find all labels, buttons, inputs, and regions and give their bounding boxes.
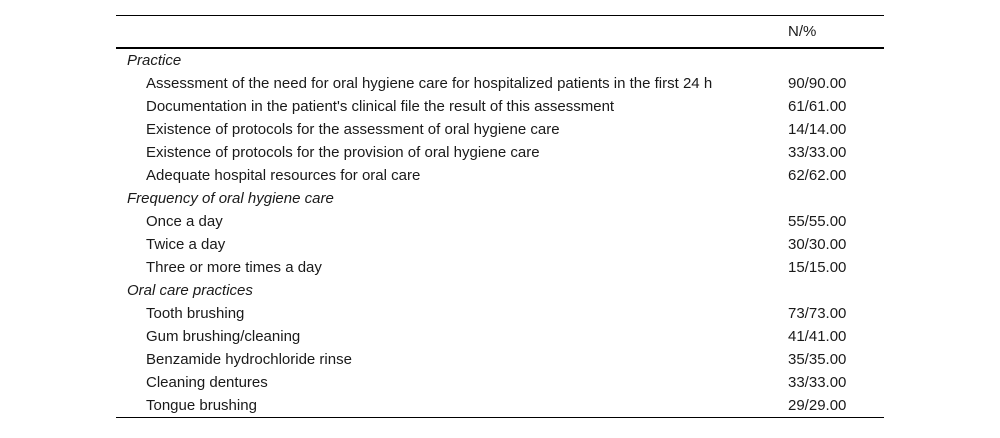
table-row <box>116 325 884 348</box>
table-row <box>116 210 884 233</box>
table-row <box>116 302 884 325</box>
row-value: 29/29.00 <box>777 394 884 418</box>
table-row <box>116 371 884 394</box>
section-title: Practice <box>127 52 182 69</box>
table-row <box>116 72 884 95</box>
row-label: Existence of protocols for the assessment of oral hygiene care <box>146 121 560 138</box>
header-value-cell: N/% <box>777 16 884 49</box>
results-table-container <box>116 15 884 418</box>
table-body <box>116 48 884 418</box>
row-label: Assessment of the need for oral hygiene care for hospitalized patients in the first 24 h <box>146 75 713 92</box>
row-label: Adequate hospital resources for oral care <box>146 167 421 184</box>
row-value: 90/90.00 <box>788 75 847 92</box>
row-label: Once a day <box>146 213 223 230</box>
row-value: 35/35.00 <box>788 351 847 368</box>
results-table <box>116 15 884 418</box>
section-title: Frequency of oral hygiene care <box>127 190 334 207</box>
table-header <box>116 16 884 49</box>
section-value-empty <box>777 187 884 210</box>
row-value: 14/14.00 <box>788 121 847 138</box>
section-title: Oral care practices <box>127 282 253 299</box>
row-label: Existence of protocols for the provision of oral hygiene care <box>146 144 540 161</box>
table-row <box>116 233 884 256</box>
table-row <box>116 95 884 118</box>
row-label: Documentation in the patient's clinical file the result of this assessment <box>146 98 615 115</box>
row-value: 30/30.00 <box>788 236 847 253</box>
row-label: Cleaning dentures <box>146 374 268 391</box>
section-row-practice <box>116 48 884 72</box>
table-row <box>116 348 884 371</box>
row-label: Tooth brushing <box>146 305 245 322</box>
row-label: Twice a day <box>146 236 226 253</box>
row-value: 33/33.00 <box>788 144 847 161</box>
table-row <box>116 256 884 279</box>
table-row <box>116 118 884 141</box>
section-row-frequency <box>116 187 884 210</box>
row-label: Benzamide hydrochloride rinse <box>146 351 352 368</box>
row-label: Tongue brushing <box>116 394 777 418</box>
section-value-empty <box>777 279 884 302</box>
table-row <box>116 164 884 187</box>
row-value: 73/73.00 <box>788 305 847 322</box>
row-label: Gum brushing/cleaning <box>146 328 301 345</box>
row-label: Three or more times a day <box>146 259 322 276</box>
header-row <box>116 16 884 49</box>
row-value: 15/15.00 <box>788 259 847 276</box>
row-value: 61/61.00 <box>788 98 847 115</box>
row-value: 62/62.00 <box>788 167 847 184</box>
section-value-empty <box>777 48 884 72</box>
row-value: 33/33.00 <box>788 374 847 391</box>
header-label-cell <box>116 16 777 49</box>
section-row-oral-care-practices <box>116 279 884 302</box>
table-row <box>116 141 884 164</box>
row-value: 41/41.00 <box>788 328 847 345</box>
row-value: 55/55.00 <box>788 213 847 230</box>
table-row <box>116 394 884 418</box>
